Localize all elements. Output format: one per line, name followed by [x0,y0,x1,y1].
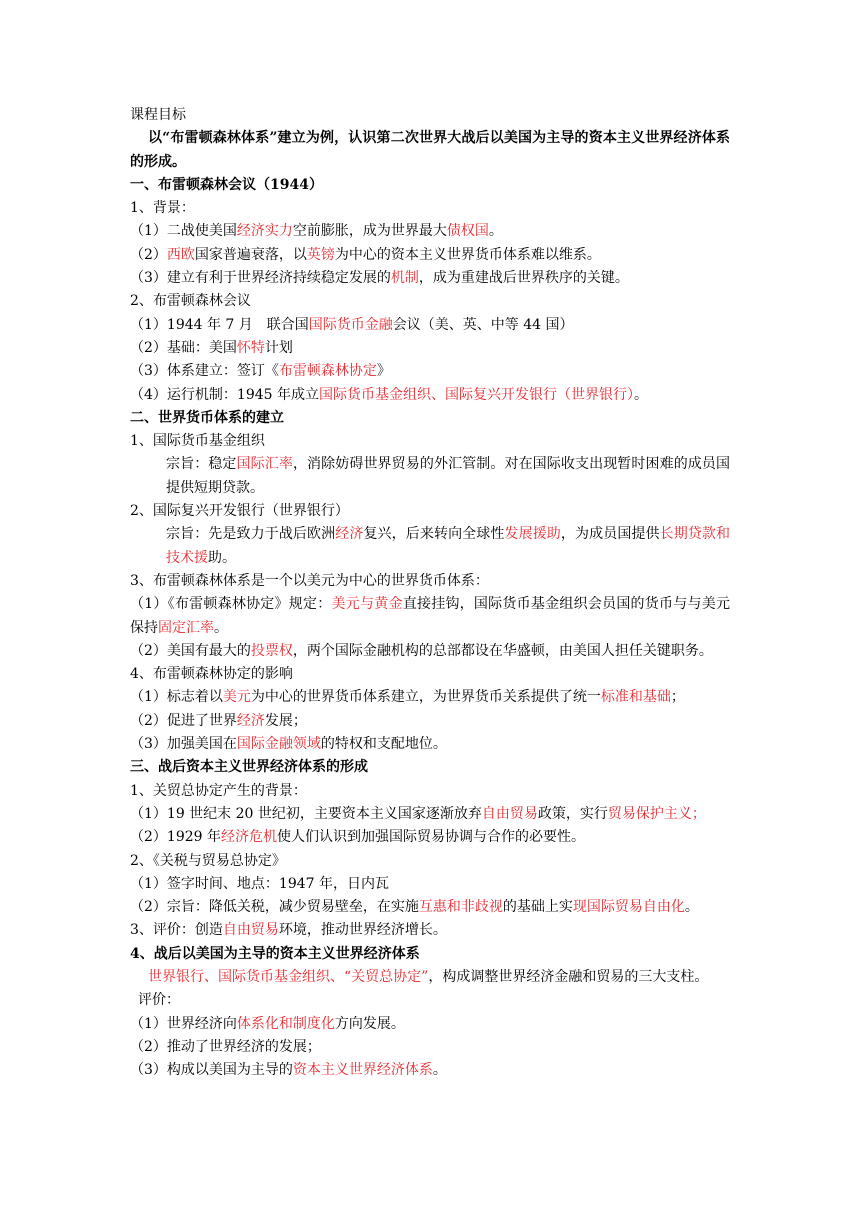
text-segment: 4、战后以美国为主导的资本主义世界经济体系 [130,945,420,962]
text-segment: 以“布雷顿森林体系”建立为例，认识第二次世界大战后以美国为主导的资本主义世界经济体系的形成。 [130,130,730,170]
highlighted-text: 国际金融领域 [236,736,321,753]
text-segment: 。 [214,619,228,636]
text-line [130,896,730,919]
highlighted-text: 债权国 [446,223,489,240]
text-segment: 宗旨：先是致力于战后欧洲 [166,526,336,543]
text-line [130,407,730,430]
text-segment: 发展； [264,712,307,729]
text-segment: 直接挂钩，国际货币基金组织会员国的货币与与美元保持 [130,596,730,636]
text-line [130,220,730,243]
highlighted-text: 经济 [335,526,364,543]
text-segment: （1）世界经济向 [130,1015,237,1032]
highlighted-text: 投票权 [250,642,293,659]
text-segment: 使人们认识到加强国际贸易协调与合作的必要性。 [277,829,585,846]
highlighted-text: 经济危机 [221,829,277,846]
highlighted-text: 固定汇率 [158,619,214,636]
text-line [130,966,730,989]
text-line [130,826,730,849]
text-line [130,430,730,453]
text-segment: 方向发展。 [334,1015,405,1032]
text-line [130,1036,730,1059]
text-segment: ； [670,689,685,706]
highlighted-text: 美元 [222,689,251,706]
highlighted-text: 世界银行、国际货币基金组织、“关贸总协定” [148,968,429,985]
text-segment: ，构成调整世界经济金融和贸易的三大支柱。 [428,968,709,985]
text-line [130,197,730,220]
text-segment: （3）构成以美国为主导的 [130,1062,293,1079]
text-line [130,640,730,663]
highlighted-text: 发展援助 [504,526,561,543]
text-segment: 国家普遍衰落，以 [194,246,307,263]
text-segment: 1、关贸总协定产生的背景： [130,782,307,799]
text-line [130,1013,730,1036]
text-segment: （2）宗旨：降低关税，减少贸易壁垒，在实施 [130,899,419,916]
text-line [130,733,730,756]
text-line [130,1059,730,1082]
text-line [130,989,730,1012]
highlighted-text: 长期贷款和技术援 [166,526,731,566]
text-segment: 三、战后资本主义世界经济体系的形成 [130,759,368,776]
highlighted-text: 体系化和制度化 [236,1015,335,1032]
text-line [130,290,730,313]
highlighted-text: 标准和基础 [600,689,671,706]
text-segment: （2）基础：美国 [130,339,237,356]
text-segment: 政策，实行 [537,805,608,822]
text-segment: 评价： [138,992,180,1009]
highlighted-text: 自由贸易 [222,922,279,939]
highlighted-text: 怀特 [236,339,265,356]
text-segment: ，两个国际金融机构的总部都设在华盛顿，由美国人担任关键职务。 [292,642,713,659]
text-segment: 二、世界货币体系的建立 [130,409,284,426]
text-line [130,104,730,127]
highlighted-text: 经济 [236,712,265,729]
text-segment: （1）标志着以 [130,689,223,706]
highlighted-text: 国际货币基金组织、国际复兴开发银行（世界银行） [319,386,634,403]
text-line [130,686,730,709]
text-segment: （1）1944 年 7 月 联合国 [130,316,309,333]
highlighted-text: 西欧 [166,246,195,263]
text-line [130,710,730,733]
text-line [130,593,730,640]
text-line [130,453,730,500]
text-line [130,384,730,407]
highlighted-text: 互惠和非歧视 [418,899,503,916]
text-line [130,570,730,593]
highlighted-text: 自由贸易 [481,805,538,822]
text-line [130,780,730,803]
text-segment: （2）推动了世界经济的发展； [130,1038,321,1055]
highlighted-text: 经济实力 [236,223,293,240]
text-segment: ，消除妨碍世界贸易的外汇管制。对在国际收支出现暂时困难的成员国提供短期贷款。 [166,456,731,496]
text-segment: （1）签字时间、地点：1947 年，日内瓦 [130,875,389,892]
document-body [130,104,730,1082]
highlighted-text: 机制 [390,270,419,287]
text-line [130,244,730,267]
text-segment: 2、国际复兴开发银行（世界银行） [130,503,349,520]
text-segment: 。 [634,386,648,403]
text-segment: 4、布雷顿森林协定的影响 [130,666,293,683]
highlighted-text: 现国际贸易自由化 [572,899,685,916]
text-segment: 复兴，后来转向全球性 [363,526,505,543]
highlighted-text: 英镑 [306,246,335,263]
text-segment: 会议（美、英、中等 44 国） [392,316,574,333]
text-line [130,523,730,570]
text-line [130,803,730,826]
text-segment: 。 [684,899,699,916]
text-segment: （2）1929 年 [130,829,221,846]
text-segment: 1、国际货币基金组织 [130,433,265,450]
text-line [130,127,730,174]
text-line [130,174,730,197]
text-segment: 的特权和支配地位。 [320,736,447,753]
text-segment: ，为成员国提供 [560,526,660,543]
text-segment: 2、布雷顿森林会议 [130,293,251,310]
text-segment: （2）美国有最大的 [130,642,251,659]
text-segment: 。 [432,1062,447,1079]
text-line [130,663,730,686]
text-line [130,360,730,383]
highlighted-text: 国际货币金融 [308,316,393,333]
text-segment: 助。 [208,549,236,566]
text-segment: （2）促进了世界 [130,712,237,729]
text-segment: （4）运行机制：1945 年成立 [130,386,319,403]
text-segment: 的基础上实 [502,899,573,916]
text-segment: 2、《关税与贸易总协定》 [130,852,286,869]
text-segment: （1）二战使美国 [130,223,237,240]
text-segment: 3、布雷顿森林体系是一个以美元为中心的世界货币体系： [130,572,489,589]
text-line [130,850,730,873]
text-segment: 空前膨胀，成为世界最大 [292,223,447,240]
text-segment: 宗旨：稳定 [166,456,237,473]
highlighted-text: 布雷顿森林协定 [278,363,377,380]
text-line [130,267,730,290]
highlighted-text: 资本主义世界经济体系 [292,1062,433,1079]
text-line [130,943,730,966]
text-segment: （1）《布雷顿森林协定》规定： [130,596,332,613]
text-segment: （1）19 世纪末 20 世纪初，主要资本主义国家逐渐放弃 [130,805,482,822]
text-segment: 为中心的资本主义世界货币体系难以维系。 [334,246,601,263]
text-segment: 环境，推动世界经济增长。 [278,922,447,939]
text-segment: （3）体系建立：签订《 [130,363,279,380]
text-segment: 1、背景： [130,200,195,217]
text-segment: 计划 [264,339,293,356]
text-line [130,756,730,779]
text-line [130,500,730,523]
text-segment: 3、评价：创造 [130,922,223,939]
text-line [130,919,730,942]
text-line [130,337,730,360]
text-segment: 。 [488,223,503,240]
text-segment: 为中心的世界货币体系建立，为世界货币关系提供了统一 [250,689,601,706]
highlighted-text: 美元与黄金 [331,596,403,613]
text-line [130,314,730,337]
text-segment: （3）建立有利于世界经济持续稳定发展的 [130,270,391,287]
text-line [130,873,730,896]
text-segment: 》 [376,363,391,380]
text-segment: 课程目标 [130,107,186,123]
text-segment: ，成为重建战后世界秩序的关键。 [418,270,629,287]
highlighted-text: 国际汇率 [236,456,293,473]
text-segment: （3）加强美国在 [130,736,237,753]
highlighted-text: 贸易保护主义； [607,805,706,822]
text-segment: （2） [130,246,167,263]
text-segment: 一、布雷顿森林会议（1944） [130,176,323,193]
